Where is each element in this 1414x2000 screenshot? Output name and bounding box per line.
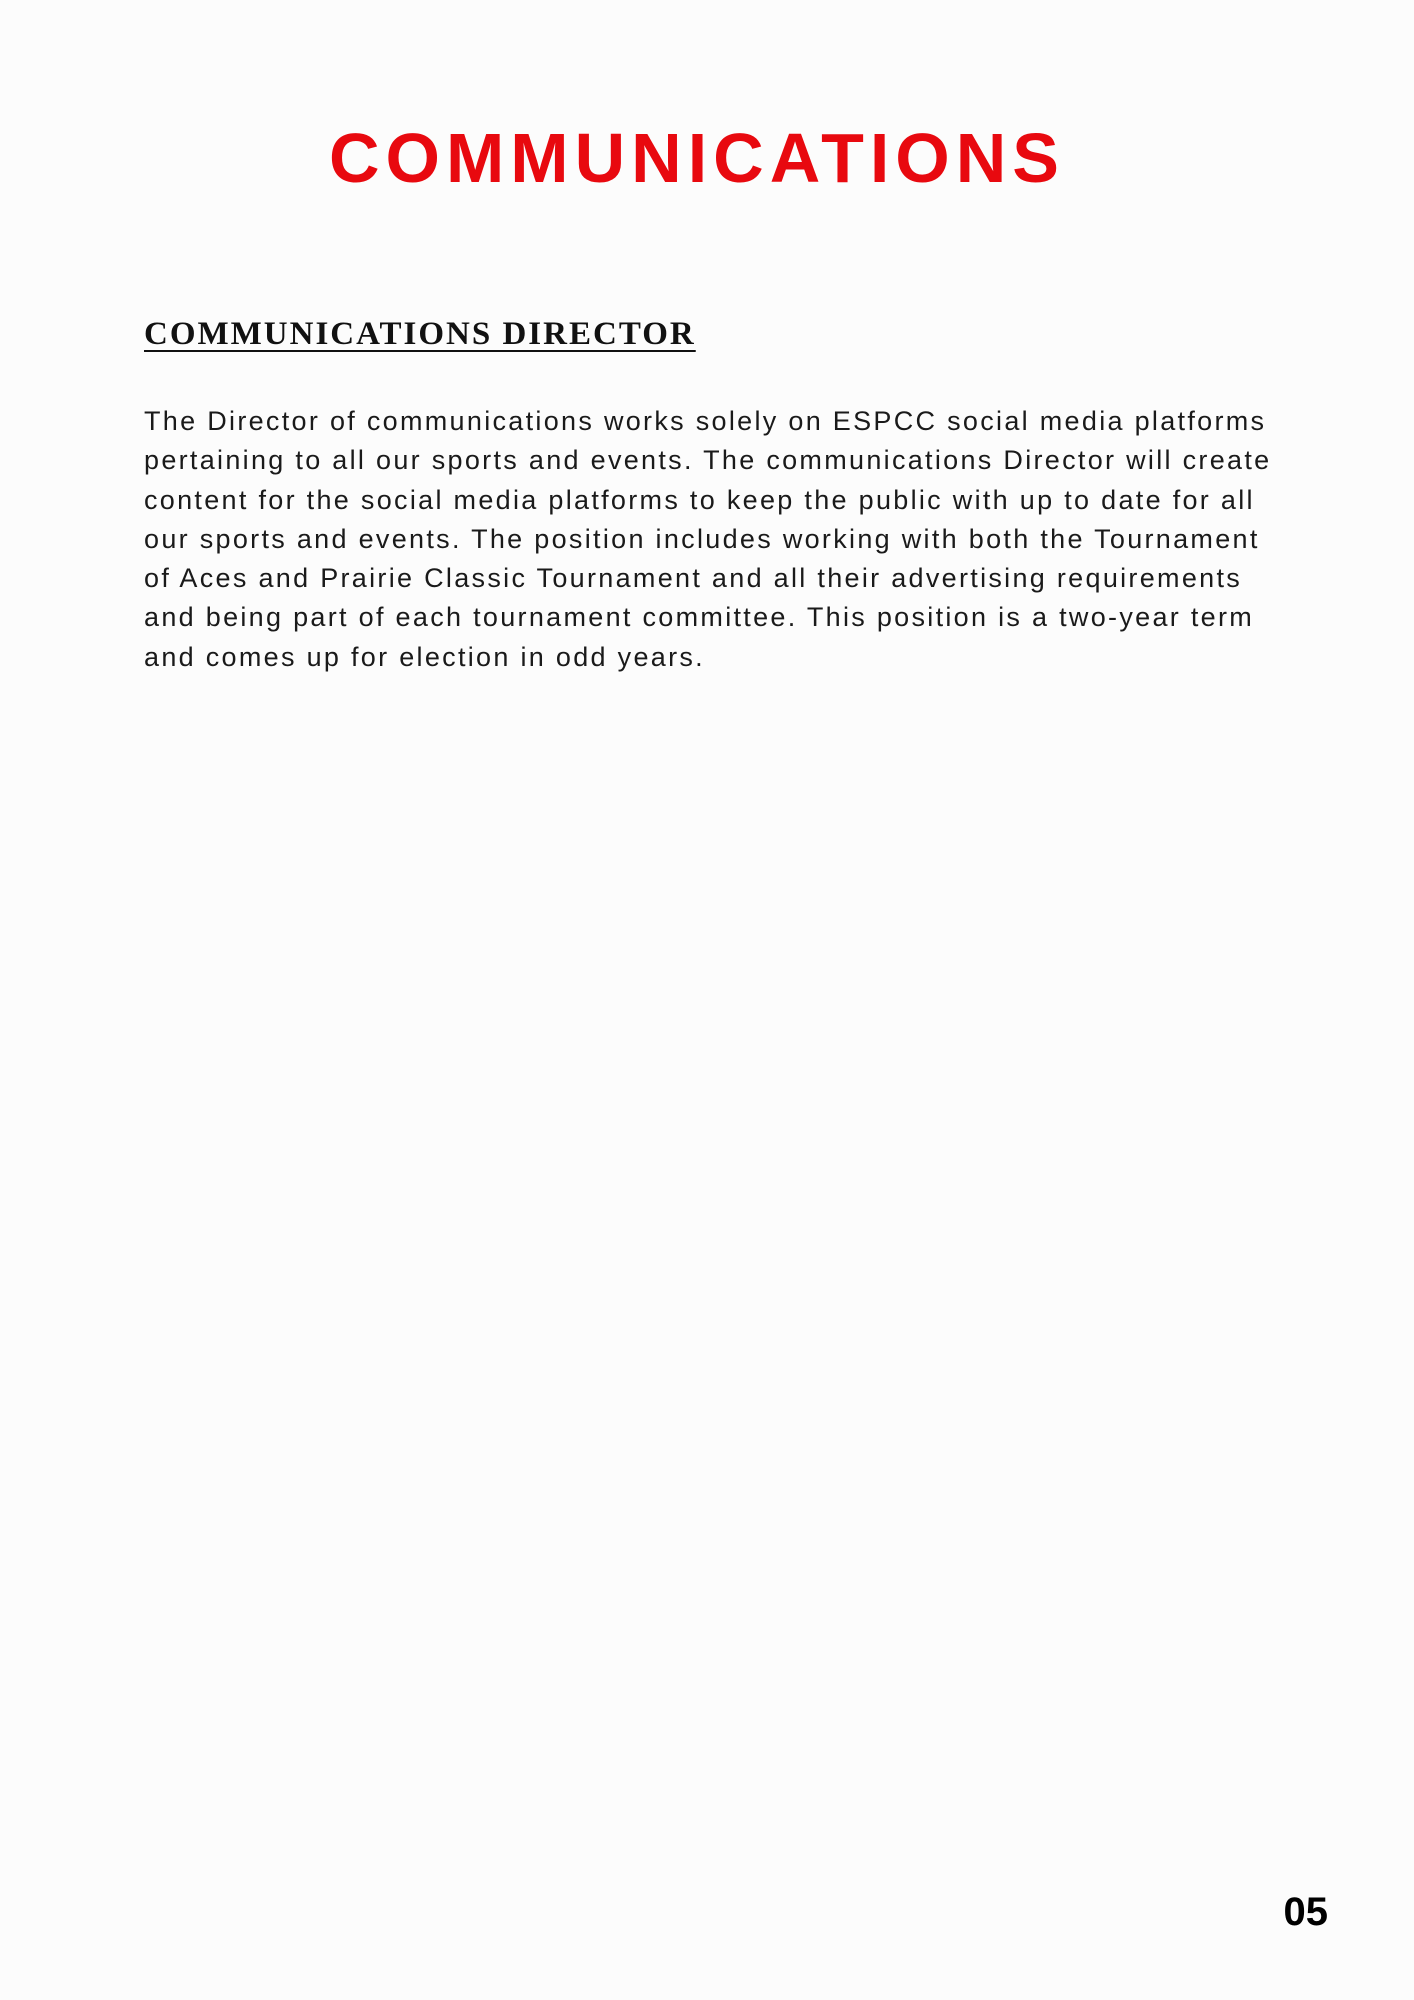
page-number: 05 [1283, 1890, 1328, 1934]
section-heading: COMMUNICATIONS DIRECTOR [144, 316, 696, 352]
page-title: COMMUNICATIONS [329, 119, 1065, 197]
section-body-paragraph: The Director of communications works solely on ESPCC social media platforms pertaining to all our sports and events. The communications Director will create content for the social media platforms to keep the public with up to date for all our sports and events. The position includes working with both the Tournament of Aces and Prairie Classic Tournament and all their advertising requirements and being part of each tournament committee. This position is a two-year term and comes up for election in odd years. [144, 406, 1272, 672]
